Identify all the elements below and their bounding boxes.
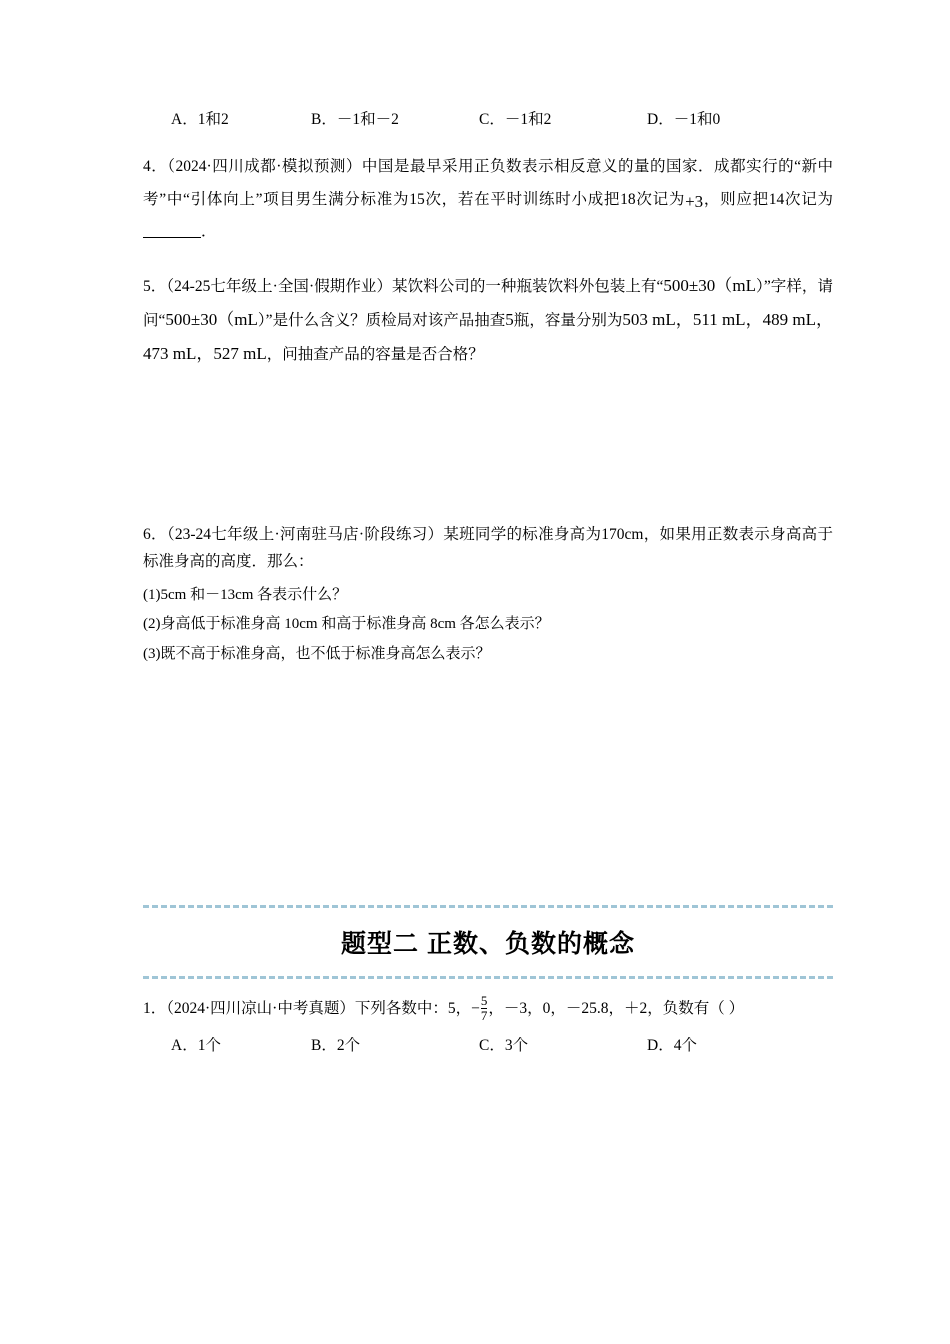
section-question-1-source: （2024·四川凉山·中考真题）	[166, 999, 355, 1017]
section-choice-option-b: B．2个	[311, 1036, 361, 1054]
choice-option-b: B．－1和－2	[311, 111, 399, 128]
question-6	[143, 521, 833, 575]
question-5-text-3: ）”是什么含义？质检局对该产品抽查	[257, 311, 506, 329]
question-5-text-1: 某饮料公司的一种瓶装饮料外包装上有“	[392, 277, 664, 295]
section-question-1-text-2: ，－3，0，－25.8，＋2，负数有（ ）	[488, 999, 745, 1017]
question-5-math-1: 500±30（	[663, 275, 733, 295]
question-4-text-3: ．	[201, 222, 217, 240]
section-choice-option-d: D．4个	[647, 1036, 697, 1054]
section-question-1-text-1: 下列各数中：5，	[354, 999, 472, 1017]
choice-option-a: A．1和2	[171, 111, 229, 128]
section-header	[143, 905, 833, 979]
question-5	[143, 269, 833, 371]
question-5-text-4: 瓶，容量分别为	[513, 311, 623, 329]
choice-option-d: D．－1和0	[647, 111, 721, 128]
section-question-1	[143, 993, 833, 1024]
fraction-sign: −	[471, 999, 480, 1017]
question-6-sub-1: (1)5cm 和－13cm 各表示什么？	[143, 587, 348, 604]
section-question-1-number: 1．	[143, 999, 167, 1017]
question-6-sub-2: (2)身高低于标准身高 10cm 和高于标准身高 8cm 各怎么表示？	[143, 616, 550, 633]
document-content	[143, 0, 833, 1059]
question-5-math-9: ，473 mL	[143, 309, 833, 363]
question-5-math-5: 5	[505, 309, 514, 329]
question-6-number: 6．	[143, 525, 167, 543]
question-5-math-3: 500±30	[165, 309, 218, 329]
question-5-number: 5．	[143, 277, 167, 295]
section-divider-bottom	[143, 976, 833, 979]
question-4-number: 4．	[143, 157, 168, 175]
question-6-subitems	[143, 581, 833, 669]
choice-option-c: C．－1和2	[479, 111, 552, 128]
fraction-five-sevenths	[481, 994, 488, 1022]
question-5-math-2: mL	[732, 275, 756, 295]
question-6-sub-3: (3)既不高于标准身高，也不低于标准身高怎么表示？	[143, 645, 491, 662]
section-divider-top	[143, 905, 833, 908]
section-choice-option-c: C．3个	[479, 1036, 529, 1054]
choices-row-top	[143, 108, 833, 133]
question-5-text-2: ）”字样，请问“	[143, 277, 833, 329]
question-4	[143, 151, 833, 247]
fraction-denominator: 7	[480, 1007, 488, 1023]
question-5-math-6: 503 mL	[622, 309, 676, 329]
section-title: 题型二 正数、负数的概念	[341, 929, 635, 958]
question-5-source: （24-25七年级上·全国·假期作业）	[166, 277, 393, 295]
question-6-source: （23-24七年级上·河南驻马店·阶段练习）	[166, 525, 444, 543]
question-4-text-1: 中国是最早采用正负数表示相反意义的量的国家．成都实行的“新中考”中“引体向上”项目男生满分标准为15次，若在平时训练时小成把18次记为	[143, 157, 833, 208]
answer-blank	[143, 221, 201, 238]
question-5-math-8: ，489 mL	[745, 309, 816, 329]
question-6-text-1: 某班同学的标准身高为170cm，如果用正数表示身高高于标准身高的高度．那么：	[143, 525, 833, 570]
section-choice-option-a: A．1个	[171, 1036, 221, 1054]
fraction-numerator: 5	[480, 993, 488, 1009]
question-5-text-5: ，问抽查产品的容量是否合格？	[266, 345, 484, 363]
choices-row-bottom	[143, 1034, 833, 1059]
question-4-math-1: +3	[685, 191, 704, 211]
question-5-math-7: ，511 mL	[675, 309, 746, 329]
question-5-math-10: ，527 mL	[196, 343, 267, 363]
question-4-text-2: ，则应把14次记为	[703, 190, 833, 208]
question-5-math-4: （mL	[217, 309, 258, 329]
question-4-source: （2024·四川成都·模拟预测）	[167, 157, 362, 175]
